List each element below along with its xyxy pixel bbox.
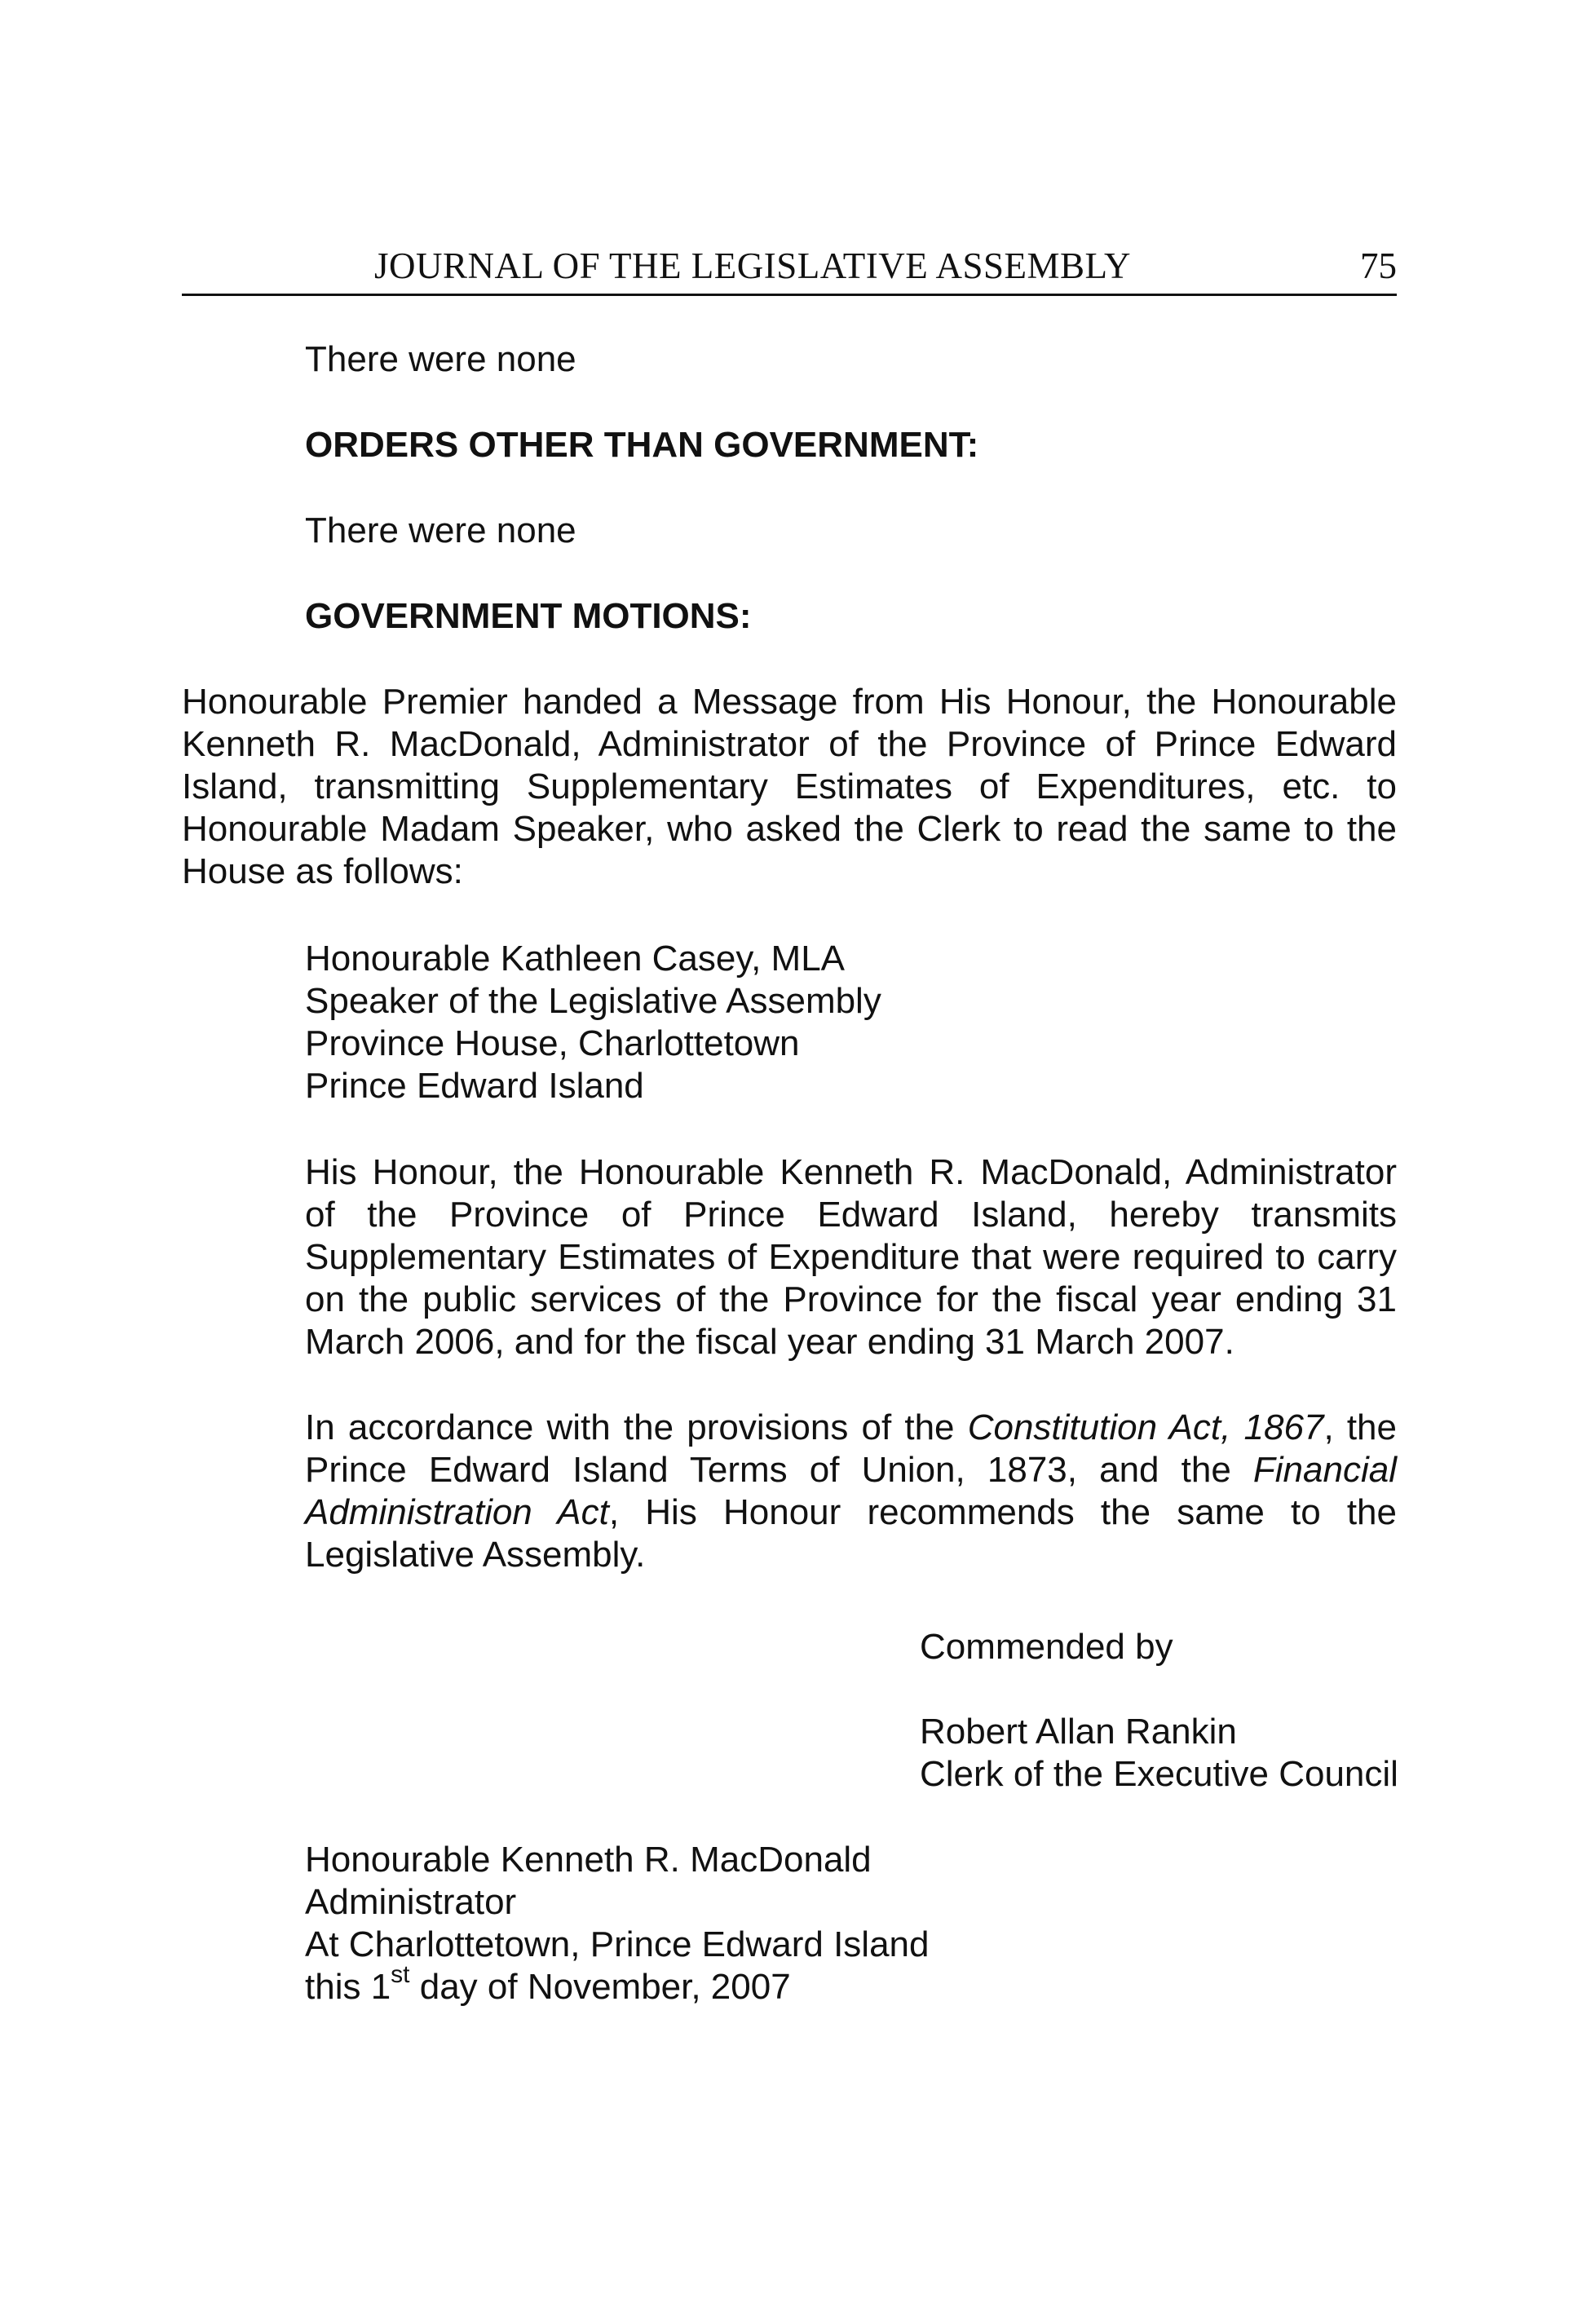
administrator-title: Administrator <box>305 1882 517 1922</box>
financial-administration-act-reference: Financial Administration Act <box>305 1450 1397 1532</box>
message-paragraph: His Honour, the Honourable Kenneth R. MacDonald, Administrator of the Province of Prince Edward Island, hereby transmits Supplementary Estimates of Expenditure that were required to carry on the public services of the Province for the fiscal year ending 31 March 2006, and for the fiscal year ending 31 March 2007. <box>305 1152 1397 1362</box>
journal-title: JOURNAL OF THE LEGISLATIVE ASSEMBLY <box>374 245 1132 286</box>
commended-by: Commended by <box>920 1627 1173 1667</box>
date-suffix: day of November, 2007 <box>409 1967 791 2007</box>
page-number: 75 <box>1360 245 1397 286</box>
clerk-signature-block <box>920 1711 1398 1796</box>
speaker-address <box>305 938 881 1107</box>
constitution-act-reference: Constitution Act, 1867 <box>967 1407 1324 1447</box>
heading-government-motions: GOVERNMENT MOTIONS: <box>305 596 752 636</box>
signature-place: At Charlottetown, Prince Edward Island <box>305 1924 930 1964</box>
address-line: Province House, Charlottetown <box>305 1023 800 1063</box>
address-line: Prince Edward Island <box>305 1066 644 1106</box>
heading-orders-other-than-government: ORDERS OTHER THAN GOVERNMENT: <box>305 425 979 465</box>
accordance-text: , His Honour recommends the same to the Legislative Assembly. <box>305 1492 1398 1575</box>
date-prefix: this 1 <box>305 1967 391 2007</box>
running-header <box>182 245 1397 296</box>
accordance-paragraph <box>305 1407 1397 1576</box>
administrator-signature-block <box>305 1839 930 2008</box>
signature-date <box>305 1961 930 2008</box>
address-line: Speaker of the Legislative Assembly <box>305 981 881 1021</box>
accordance-text: In accordance with the provisions of the <box>305 1407 968 1447</box>
administrator-name: Honourable Kenneth R. MacDonald <box>305 1840 872 1880</box>
address-line: Honourable Kathleen Casey, MLA <box>305 939 846 979</box>
none-text-1: There were none <box>305 339 576 379</box>
date-ordinal-suffix: st <box>391 1961 410 1989</box>
intro-paragraph: Honourable Premier handed a Message from His Honour, the Honourable Kenneth R. MacDonald, Administrator of the Province of Prince Edward Island, transmitting Supplementary Estimates of Expenditures, etc. to Honourable Madam Speaker, who asked the Clerk to read the same to the House as follows: <box>182 682 1397 891</box>
clerk-title: Clerk of the Executive Council <box>920 1754 1398 1794</box>
none-text-2: There were none <box>305 510 576 550</box>
clerk-name: Robert Allan Rankin <box>920 1712 1237 1752</box>
accordance-text: , the Prince Edward Island Terms of Union, 1873, and the <box>305 1407 1397 1490</box>
